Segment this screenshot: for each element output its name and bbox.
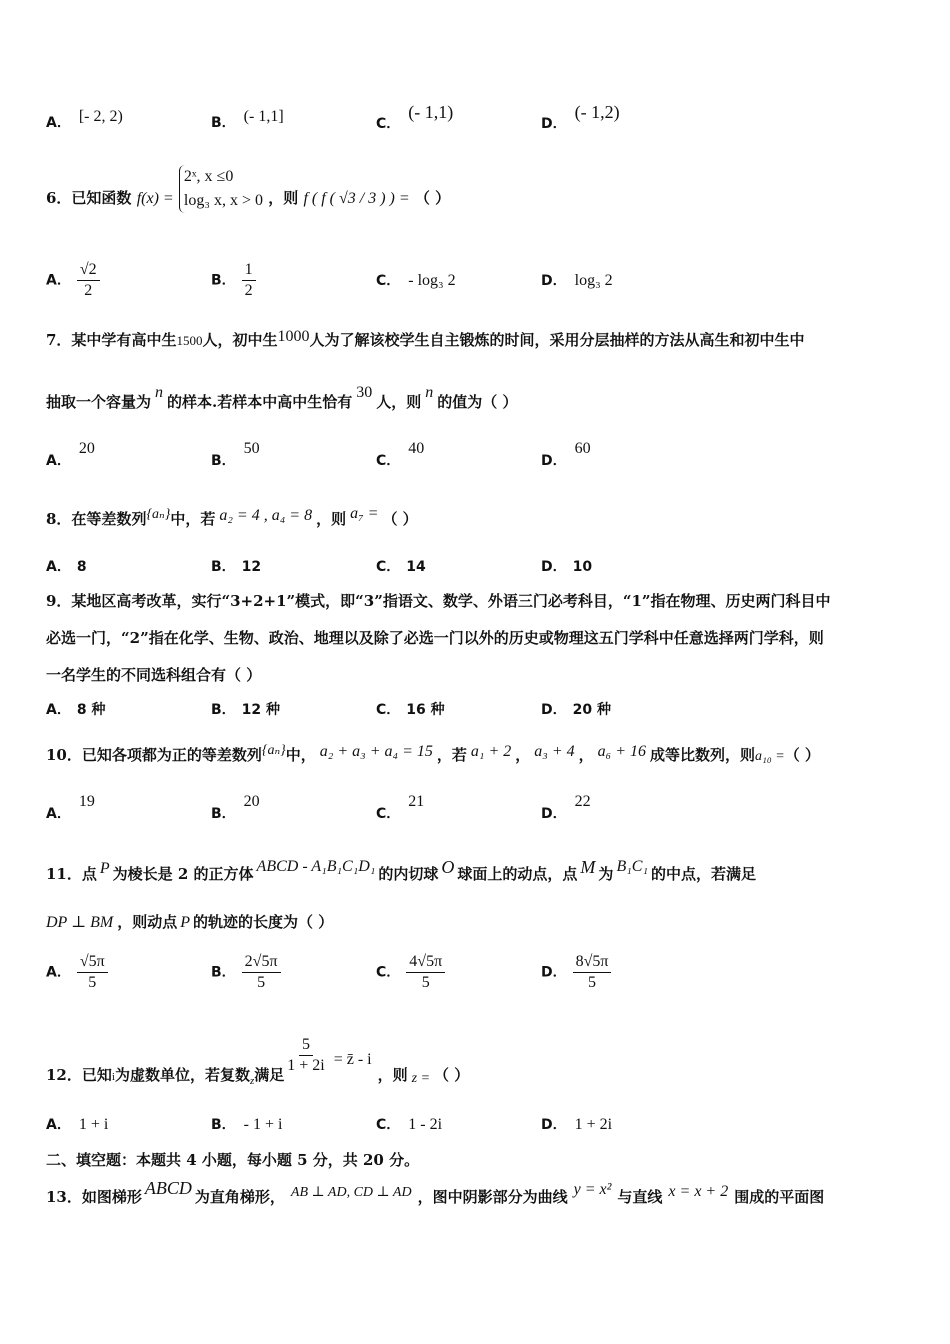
q12-option-b: B． - 1 + i	[211, 1116, 283, 1133]
q7-option-b: B．50	[211, 440, 260, 469]
q10-option-a: A．19	[46, 793, 95, 822]
question-12: 12．已知$_i$为虚数单位，若复数$_z$满足 $\frac{5}{1 + 2i}$ = z̄ - i，则 z = （ ）	[46, 1036, 470, 1087]
q6-option-b: B． $\frac{1}{2}$	[211, 260, 256, 301]
q11-option-b: B． $\frac{2√5\pi}{5}$	[211, 952, 281, 993]
q9-option-a: A． 8 种	[46, 702, 106, 718]
q11-option-d: D． $\frac{8√5\pi}{5}$	[541, 952, 611, 993]
q5-option-a: A． [- 2, 2)	[46, 108, 123, 131]
q12-option-c: C． 1 - 2i	[376, 1116, 443, 1133]
q12-option-a: A． 1 + i	[46, 1116, 109, 1133]
q5-option-d: D．(- 1,2)	[541, 102, 620, 132]
question-6: 6．已知函数 f(x) = 2ˣ, x ≤0 log₃ x, x > 0 ，则 f ( f ( √3 / 3 ) ) = （ ）	[46, 185, 450, 213]
question-9-line-2: 必选一门，“2”指在化学、生物、政治、地理以及除了必选一门以外的历史或物理这五门学科中任意选择两门学科，则	[46, 629, 824, 647]
q5-option-c: C．(- 1,1)	[376, 102, 454, 132]
q8-option-c: C． 14	[376, 559, 426, 575]
piecewise-brace: 2ˣ, x ≤0 log₃ x, x > 0	[179, 165, 263, 213]
question-7-line-1: 7．某中学有高中生1500人，初中生1000人为了解该校学生自主锻炼的时间，采用分层抽样的方法从高生和初中生中	[46, 328, 805, 349]
q6-option-c: C． - log₃ 2	[376, 272, 456, 289]
section-2-heading: 二、填空题：本题共 4 小题，每小题 5 分，共 20 分。	[46, 1151, 420, 1169]
question-13: 13．如图梯形 ABCD 为直角梯形， AB ⊥ AD, CD ⊥ AD ，图中阴影部分为曲线 y = x² 与直线 x = x + 2 围成的平面图	[46, 1178, 825, 1206]
question-10: 10．已知各项都为正的等差数列{aₙ}中， a₂ + a₃ + a₄ = 15 ，若 a₁ + 2 ， a₃ + 4 ， a₆ + 16 成等比数列，则a₁₀ =（ ）	[46, 743, 820, 764]
q11-option-c: C． $\frac{4√5\pi}{5}$	[376, 952, 445, 993]
question-7-line-2: 抽取一个容量为n的样本.若样本中高中生恰有30人，则n的值为（ ）	[46, 384, 518, 411]
q6-option-a: A． $\frac{√2}{2}$	[46, 260, 100, 301]
question-9-line-1: 9．某地区高考改革，实行“3+2+1”模式，即“3”指语文、数学、外语三门必考科目，“1”指在物理、历史两门科目中	[46, 592, 831, 610]
q11-option-a: A． $\frac{√5\pi}{5}$	[46, 952, 108, 993]
question-8: 8．在等差数列{aₙ}中，若 a₂ = 4 , a₄ = 8 ，则 a₇ = （ ）	[46, 505, 418, 528]
q6-option-d: D． log₃ 2	[541, 272, 613, 289]
question-9-line-3: 一名学生的不同选科组合有（ ）	[46, 666, 262, 684]
q10-option-c: C．21	[376, 793, 425, 822]
q7-option-d: D．60	[541, 440, 591, 469]
q5-option-b: B． (- 1,1]	[211, 108, 284, 131]
q9-option-d: D． 20 种	[541, 702, 611, 718]
question-11-line-1: 11．点 P 为棱长是 2 的正方体 ABCD - A₁B₁C₁D₁ 的内切球 O 球面上的动点，点 M 为 B₁C₁ 的中点，若满足	[46, 857, 757, 883]
q9-option-c: C． 16 种	[376, 702, 445, 718]
q7-option-a: A．20	[46, 440, 95, 469]
q10-option-b: B．20	[211, 793, 260, 822]
q8-option-b: B． 12	[211, 559, 262, 575]
q8-option-d: D． 10	[541, 559, 593, 575]
q12-option-d: D． 1 + 2i	[541, 1116, 613, 1133]
q7-option-c: C．40	[376, 440, 425, 469]
question-11-line-2: DP ⊥ BM ，则动点 P 的轨迹的长度为（ ）	[46, 913, 334, 931]
q9-option-b: B． 12 种	[211, 702, 281, 718]
q8-option-a: A． 8	[46, 559, 87, 575]
q10-option-d: D．22	[541, 793, 591, 822]
